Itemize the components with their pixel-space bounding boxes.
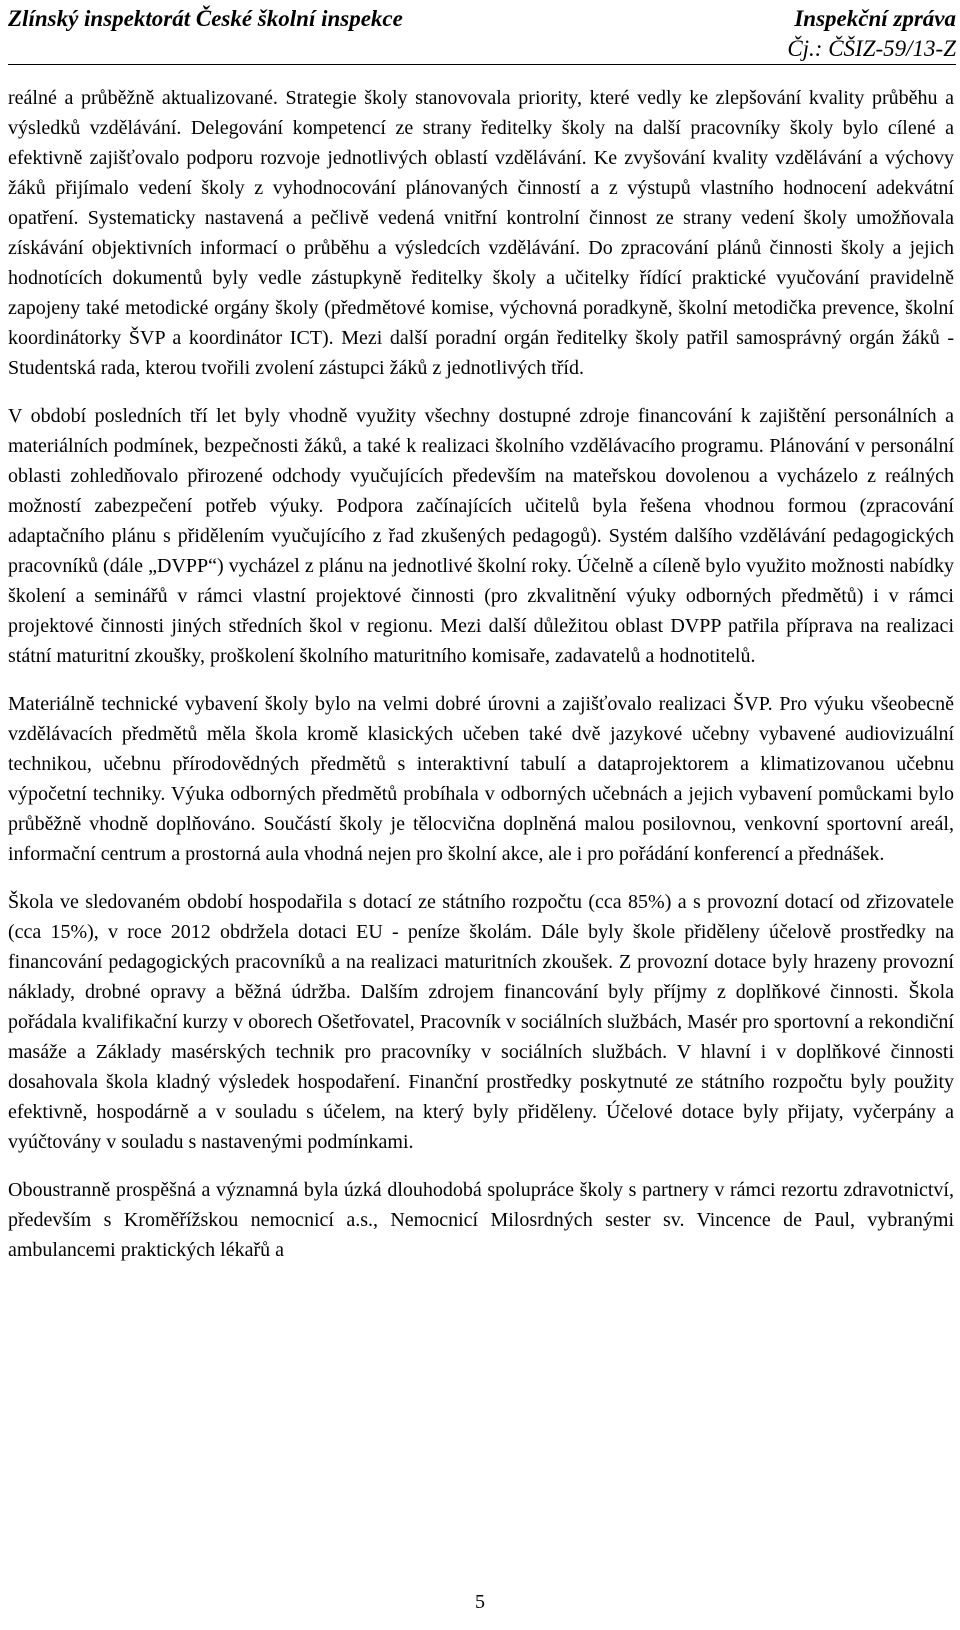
- document-body: [8, 83, 954, 1283]
- paragraph-financing-staff: V období posledních tří let byly vhodně využity všechny dostupné zdroje financování k zajištění personálních a materiálních podmínek, bezpečnosti žáků, a také k realizaci školního vzdělávacího programu. Plánování v personální oblasti zohledňovalo přirozené odchody vyučujících především na mateřskou dovolenou a vycházelo z reálných možností zabezpečení potřeb výuky. Podpora začínajících učitelů byla řešena vhodnou formou (zpracování adaptačního plánu s přidělením vyučujícího z řad zkušených pedagogů). Systém dalšího vzdělávání pedagogických pracovníků (dále „DVPP“) vycházel z plánu na jednotlivé školní roky. Účelně a cíleně bylo využito možnosti nabídky školení a seminářů v rámci vlastní projektové činnosti (pro zkvalitnění výuky odborných předmětů) i v rámci projektové činnosti jiných středních škol v regionu. Mezi další důležitou oblast DVPP patřila příprava na realizaci státní maturitní zkoušky, proškolení školního maturitního komisaře, zadavatelů a hodnotitelů.: [8, 405, 954, 667]
- page-header: [8, 2, 956, 65]
- header-report-title: Inspekční zpráva: [794, 6, 956, 31]
- header-reference-number: Čj.: ČŠIZ-59/13-Z: [787, 36, 956, 61]
- paragraph-material-equipment: Materiálně technické vybavení školy bylo na velmi dobré úrovni a zajišťovalo realizaci ŠVP. Pro výuku všeobecně vzdělávacích předmětů měla škola kromě klasických učeben také dvě jazykové učebny vybavené audiovizuální technikou, učebnu přírodovědných předmětů s interaktivní tabulí a dataprojektorem a klimatizovanou učebnu výpočetní techniky. Výuka odborných předmětů probíhala v odborných učebnách a jejich vybavení pomůckami bylo průběžně vhodně doplňováno. Součástí školy je tělocvična doplněná malou posilovnou, venkovní sportovní areál, informační centrum a prostorná aula vhodná nejen pro školní akce, ale i pro pořádání konferencí a přednášek.: [8, 693, 954, 865]
- header-inspectorate: Zlínský inspektorát České školní inspekce: [8, 6, 403, 31]
- paragraph-partnerships: Oboustranně prospěšná a významná byla úzká dlouhodobá spolupráce školy s partnery v rámci rezortu zdravotnictví, především s Kroměřížskou nemocnicí a.s., Nemocnicí Milosrdných sester sv. Vincence de Paul, vybranými ambulancemi praktických lékařů a: [8, 1179, 954, 1261]
- paragraph-budget: Škola ve sledovaném období hospodařila s dotací ze státního rozpočtu (cca 85%) a s provozní dotací od zřizovatele (cca 15%), v roce 2012 obdržela dotaci EU - peníze školám. Dále byly škole přiděleny účelově prostředky na financování pedagogických pracovníků a na realizaci maturitních zkoušek. Z provozní dotace byly hrazeny provozní náklady, drobné opravy a běžná údržba. Dalším zdrojem financování byly příjmy z doplňkové činnosti. Škola pořádala kvalifikační kurzy v oborech Ošetřovatel, Pracovník v sociálních službách, Masér pro sportovní a rekondiční masáže a Základy masérských technik pro pracovníky v sociálních službách. V hlavní i v doplňkové činnosti dosahovala škola kladný výsledek hospodaření. Finanční prostředky poskytnuté ze státního rozpočtu byly použity efektivně, hospodárně a v souladu s účelem, na který byly přiděleny. Účelové dotace byly přijaty, vyčerpány a vyúčtovány v souladu s nastavenými podmínkami.: [8, 891, 954, 1153]
- paragraph-management: reálné a průběžně aktualizované. Strategie školy stanovovala priority, které vedly ke zlepšování kvality průběhu a výsledků vzdělávání. Delegování kompetencí ze strany ředitelky školy na další pracovníky školy bylo cílené a efektivně zajišťovalo podporu rozvoje jednotlivých oblastí vzdělávání. Ke zvyšování kvality vzdělávání a výchovy žáků přijímalo vedení školy z vyhodnocování plánovaných činností a z výstupů vlastního hodnocení adekvátní opatření. Systematicky nastavená a pečlivě vedená vnitřní kontrolní činnost ze strany vedení školy umožňovala získávání objektivních informací o průběhu a výsledcích vzdělávání. Do zpracování plánů činnosti školy a jejich hodnotících dokumentů byly vedle zástupkyně ředitelky školy a učitelky řídící praktické vyučování pravidelně zapojeny také metodické orgány školy (předmětové komise, výchovná poradkyně, školní metodička prevence, školní koordinátorky ŠVP a koordinátor ICT). Mezi další poradní orgán ředitelky školy patřil samosprávný orgán žáků - Studentská rada, kterou tvořili zvolení zástupci žáků z jednotlivých tříd.: [8, 87, 954, 379]
- page-number: 5: [475, 1591, 485, 1613]
